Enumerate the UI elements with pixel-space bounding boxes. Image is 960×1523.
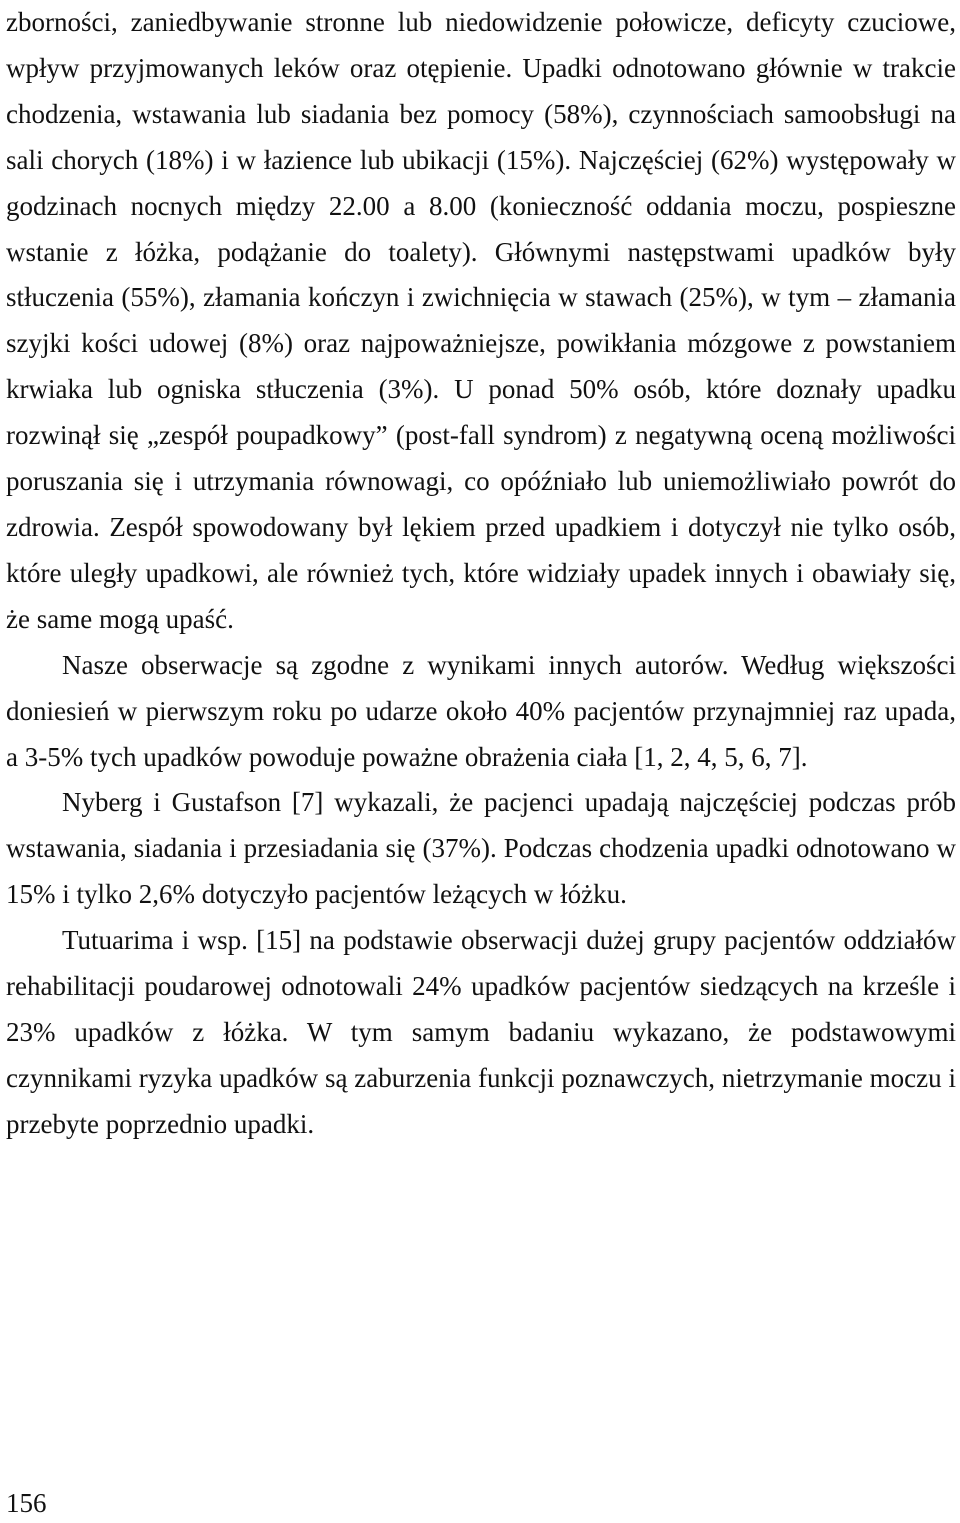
paragraph-observations: Nasze obserwacje są zgodne z wynikami innych autorów. Według większości doniesień w pierwszym roku po udarze około 40% pacjentów przynajmniej raz upada, a 3-5% tych upadków powoduje poważne obrażenia ciała [1, 2, 4, 5, 6, 7]. — [6, 649, 956, 772]
paragraph-continuation: zborności, zaniedbywanie stronne lub niedowidzenie połowicze, deficyty czuciowe, wpływ przyjmowanych leków oraz otępienie. Upadki odnotowano głównie w trakcie chodzenia, wstawania lub siadania bez pomocy (58%), czynnościach samoobsługi na sali chorych (18%) i w łazience lub ubikacji (15%). Najczęściej (62%) występowały w godzinach nocnych między 22.00 a 8.00 (konieczność oddania moczu, pospieszne wstanie z łóżka, podążanie do toalety). Głównymi następstwami upadków były stłuczenia (55%), złamania kończyn i zwichnięcia w stawach (25%), w tym – złamania szyjki kości udowej (8%) oraz najpoważniejsze, powikłania mózgowe z powstaniem krwiaka lub ogniska stłuczenia (3%). U ponad 50% osób, które doznały upadku rozwinął się „zespół poupadkowy” (post-fall syndrom) z negatywną oceną możliwości poruszania się i utrzymania równowagi, co opóźniało lub uniemożliwiało powrót do zdrowia. Zespół spowodowany był lękiem przed upadkiem i dotyczył nie tylko osób, które uległy upadkowi, ale również tych, które widziały upadek innych i obawiały się, że same mogą upaść. — [6, 7, 956, 634]
body-text — [6, 0, 956, 1148]
page-number: 156 — [6, 1488, 47, 1518]
paragraph-tutuarima: Tutuarima i wsp. [15] na podstawie obserwacji dużej grupy pacjentów oddziałów rehabilitacji poudarowej odnotowali 24% upadków pacjentów siedzących na krześle i 23% upadków z łóżka. W tym samym badaniu wykazano, że podstawowymi czynnikami ryzyka upadków są zaburzenia funkcji poznawczych, nietrzymanie moczu i przebyte poprzednio upadki. — [6, 925, 956, 1139]
paragraph-nyberg-gustafson: Nyberg i Gustafson [7] wykazali, że pacjenci upadają najczęściej podczas prób wstawania, siadania i przesiadania się (37%). Podczas chodzenia upadki odnotowano w 15% i tylko 2,6% dotyczyło pacjentów leżących w łóżku. — [6, 787, 956, 910]
